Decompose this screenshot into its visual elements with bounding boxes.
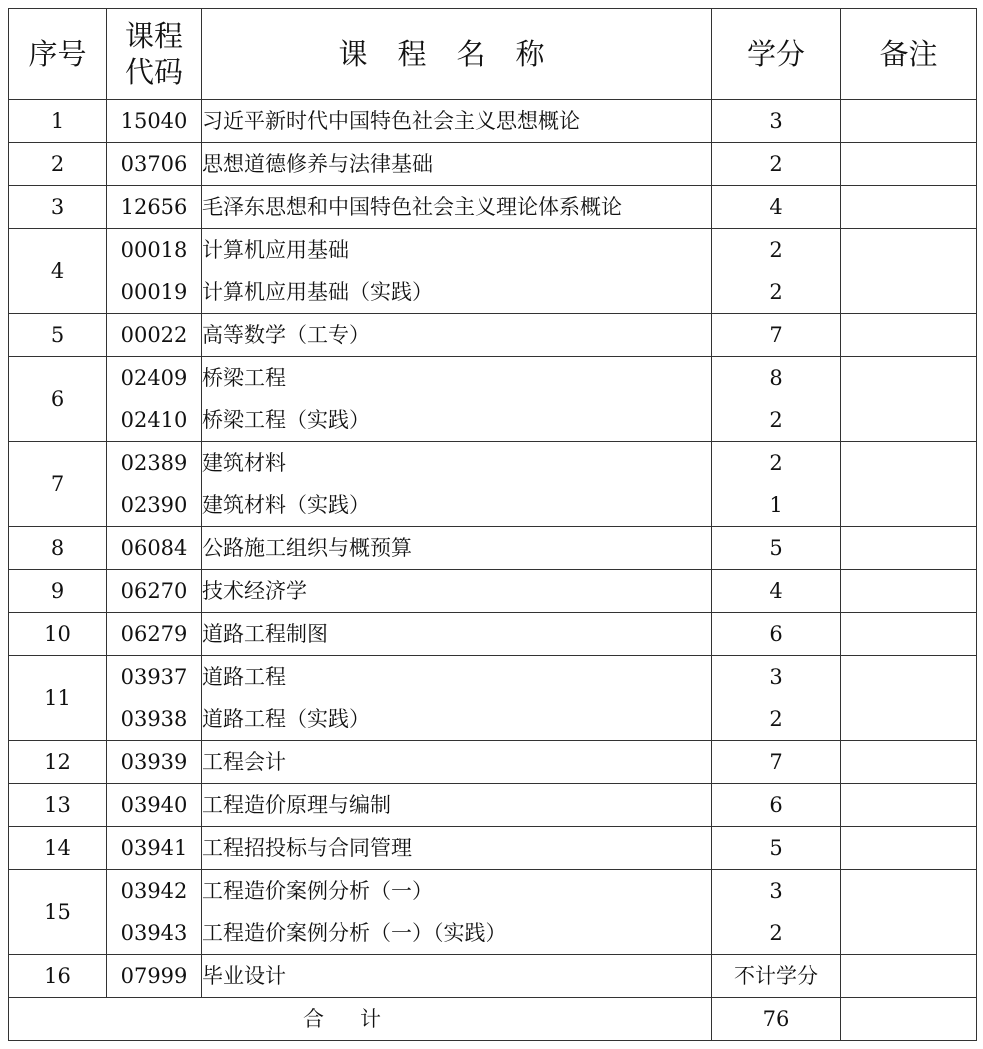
table-body [9,100,977,998]
row-codes [107,870,202,955]
course-code: 00019 [120,280,188,304]
row-credits [712,827,841,870]
row-codes [107,314,202,357]
row-names [202,186,712,229]
row-codes [107,229,202,314]
course-name: 建筑材料（实践） [202,493,370,517]
row-names [202,100,712,143]
row-codes [107,656,202,741]
row-names [202,357,712,442]
row-seq: 7 [9,442,107,527]
row-names [202,143,712,186]
course-credit: 2 [769,921,783,945]
course-credit: 7 [769,323,783,347]
row-remark [841,741,977,784]
row-names [202,314,712,357]
header-seq: 序号 [9,9,107,100]
row-remark [841,827,977,870]
course-name: 毕业设计 [202,964,286,988]
course-name: 技术经济学 [202,579,307,603]
row-remark [841,357,977,442]
course-code: 02410 [120,408,188,432]
row-remark [841,656,977,741]
total-credit: 76 [712,998,841,1041]
table-row [9,442,977,527]
course-credit: 3 [769,879,783,903]
course-code: 02389 [120,451,188,475]
course-credit: 8 [769,366,783,390]
course-name: 计算机应用基础（实践） [202,280,433,304]
row-codes [107,100,202,143]
row-remark [841,527,977,570]
total-label: 合计 [9,998,712,1041]
course-code: 03937 [120,665,188,689]
curriculum-table [8,8,977,1041]
row-remark [841,870,977,955]
table-row [9,314,977,357]
row-seq: 14 [9,827,107,870]
course-credit: 2 [769,280,783,304]
row-codes [107,784,202,827]
row-credits [712,229,841,314]
table-row [9,186,977,229]
table-row [9,827,977,870]
row-credits [712,442,841,527]
row-names [202,656,712,741]
row-codes [107,827,202,870]
course-code: 00022 [120,323,188,347]
course-credit: 5 [769,836,783,860]
table-row [9,656,977,741]
table-row [9,613,977,656]
row-codes [107,741,202,784]
table-row [9,357,977,442]
row-credits [712,100,841,143]
total-row [9,998,977,1041]
table-row [9,570,977,613]
course-credit: 4 [769,195,783,219]
table-row [9,955,977,998]
course-code: 02409 [120,366,188,390]
row-remark [841,442,977,527]
course-name: 道路工程（实践） [202,707,370,731]
course-credit: 2 [769,408,783,432]
row-names [202,784,712,827]
course-code: 07999 [120,964,188,988]
row-remark [841,100,977,143]
row-names [202,229,712,314]
course-code: 06270 [120,579,188,603]
row-remark [841,613,977,656]
row-codes [107,527,202,570]
course-name: 道路工程 [202,665,286,689]
course-name: 工程造价案例分析（一） [202,879,433,903]
total-remark [841,998,977,1041]
course-code: 12656 [120,195,188,219]
row-seq: 15 [9,870,107,955]
row-credits [712,955,841,998]
row-codes [107,186,202,229]
course-name: 工程造价案例分析（一）（实践） [202,921,507,945]
course-code: 00018 [120,238,188,262]
row-remark [841,143,977,186]
row-codes [107,357,202,442]
course-code: 03939 [120,750,188,774]
row-credits [712,314,841,357]
header-code-line2: 代码 [124,55,183,89]
row-codes [107,570,202,613]
course-code: 03943 [120,921,188,945]
table-row [9,870,977,955]
course-name: 建筑材料 [202,451,286,475]
course-credit: 2 [769,238,783,262]
course-name: 桥梁工程 [202,366,286,390]
course-code: 03941 [120,836,188,860]
row-seq: 6 [9,357,107,442]
header-code [107,9,202,100]
course-credit: 7 [769,750,783,774]
row-names [202,870,712,955]
header-code-line1: 课程 [124,18,183,53]
row-names [202,442,712,527]
course-name: 桥梁工程（实践） [202,408,370,432]
course-code: 02390 [120,493,188,517]
row-seq: 10 [9,613,107,656]
course-code: 03938 [120,707,188,731]
course-code: 06279 [120,622,188,646]
course-name: 道路工程制图 [202,622,328,646]
course-credit: 2 [769,707,783,731]
row-names [202,527,712,570]
course-name: 毛泽东思想和中国特色社会主义理论体系概论 [202,195,622,219]
row-credits [712,870,841,955]
course-credit: 6 [769,622,783,646]
header-remark: 备注 [841,9,977,100]
course-name: 计算机应用基础 [202,238,349,262]
row-seq: 4 [9,229,107,314]
row-credits [712,741,841,784]
row-seq: 12 [9,741,107,784]
row-names [202,613,712,656]
course-credit: 5 [769,536,783,560]
course-name: 工程造价原理与编制 [202,793,391,817]
table-row [9,784,977,827]
row-seq: 2 [9,143,107,186]
row-codes [107,613,202,656]
course-credit: 3 [769,665,783,689]
course-code: 03942 [120,879,188,903]
row-credits [712,656,841,741]
row-credits [712,570,841,613]
table-row [9,741,977,784]
header-credit: 学分 [712,9,841,100]
course-credit: 1 [769,493,783,517]
course-credit: 不计学分 [734,964,818,988]
row-seq: 11 [9,656,107,741]
course-code: 03706 [120,152,188,176]
row-names [202,955,712,998]
row-seq: 8 [9,527,107,570]
row-credits [712,357,841,442]
course-name: 公路施工组织与概预算 [202,536,412,560]
header-row [9,9,977,100]
course-credit: 2 [769,152,783,176]
course-credit: 2 [769,451,783,475]
table-row [9,229,977,314]
course-name: 高等数学（工专） [202,323,370,347]
row-credits [712,527,841,570]
row-names [202,570,712,613]
row-seq: 5 [9,314,107,357]
row-remark [841,186,977,229]
row-seq: 16 [9,955,107,998]
table-row [9,527,977,570]
course-name: 工程会计 [202,750,286,774]
course-code: 06084 [120,536,188,560]
course-code: 15040 [120,109,188,133]
row-remark [841,314,977,357]
course-name: 工程招投标与合同管理 [202,836,412,860]
row-remark [841,784,977,827]
row-credits [712,186,841,229]
course-credit: 6 [769,793,783,817]
row-codes [107,955,202,998]
course-credit: 3 [769,109,783,133]
row-codes [107,143,202,186]
row-remark [841,229,977,314]
row-names [202,827,712,870]
course-name: 习近平新时代中国特色社会主义思想概论 [202,109,580,133]
course-credit: 4 [769,579,783,603]
header-name: 课程名称 [202,9,712,100]
course-name: 思想道德修养与法律基础 [202,152,433,176]
row-seq: 3 [9,186,107,229]
row-credits [712,613,841,656]
table-row [9,143,977,186]
row-remark [841,570,977,613]
row-credits [712,143,841,186]
row-seq: 13 [9,784,107,827]
row-codes [107,442,202,527]
table-row [9,100,977,143]
row-seq: 1 [9,100,107,143]
course-code: 03940 [120,793,188,817]
row-credits [712,784,841,827]
row-names [202,741,712,784]
row-seq: 9 [9,570,107,613]
row-remark [841,955,977,998]
